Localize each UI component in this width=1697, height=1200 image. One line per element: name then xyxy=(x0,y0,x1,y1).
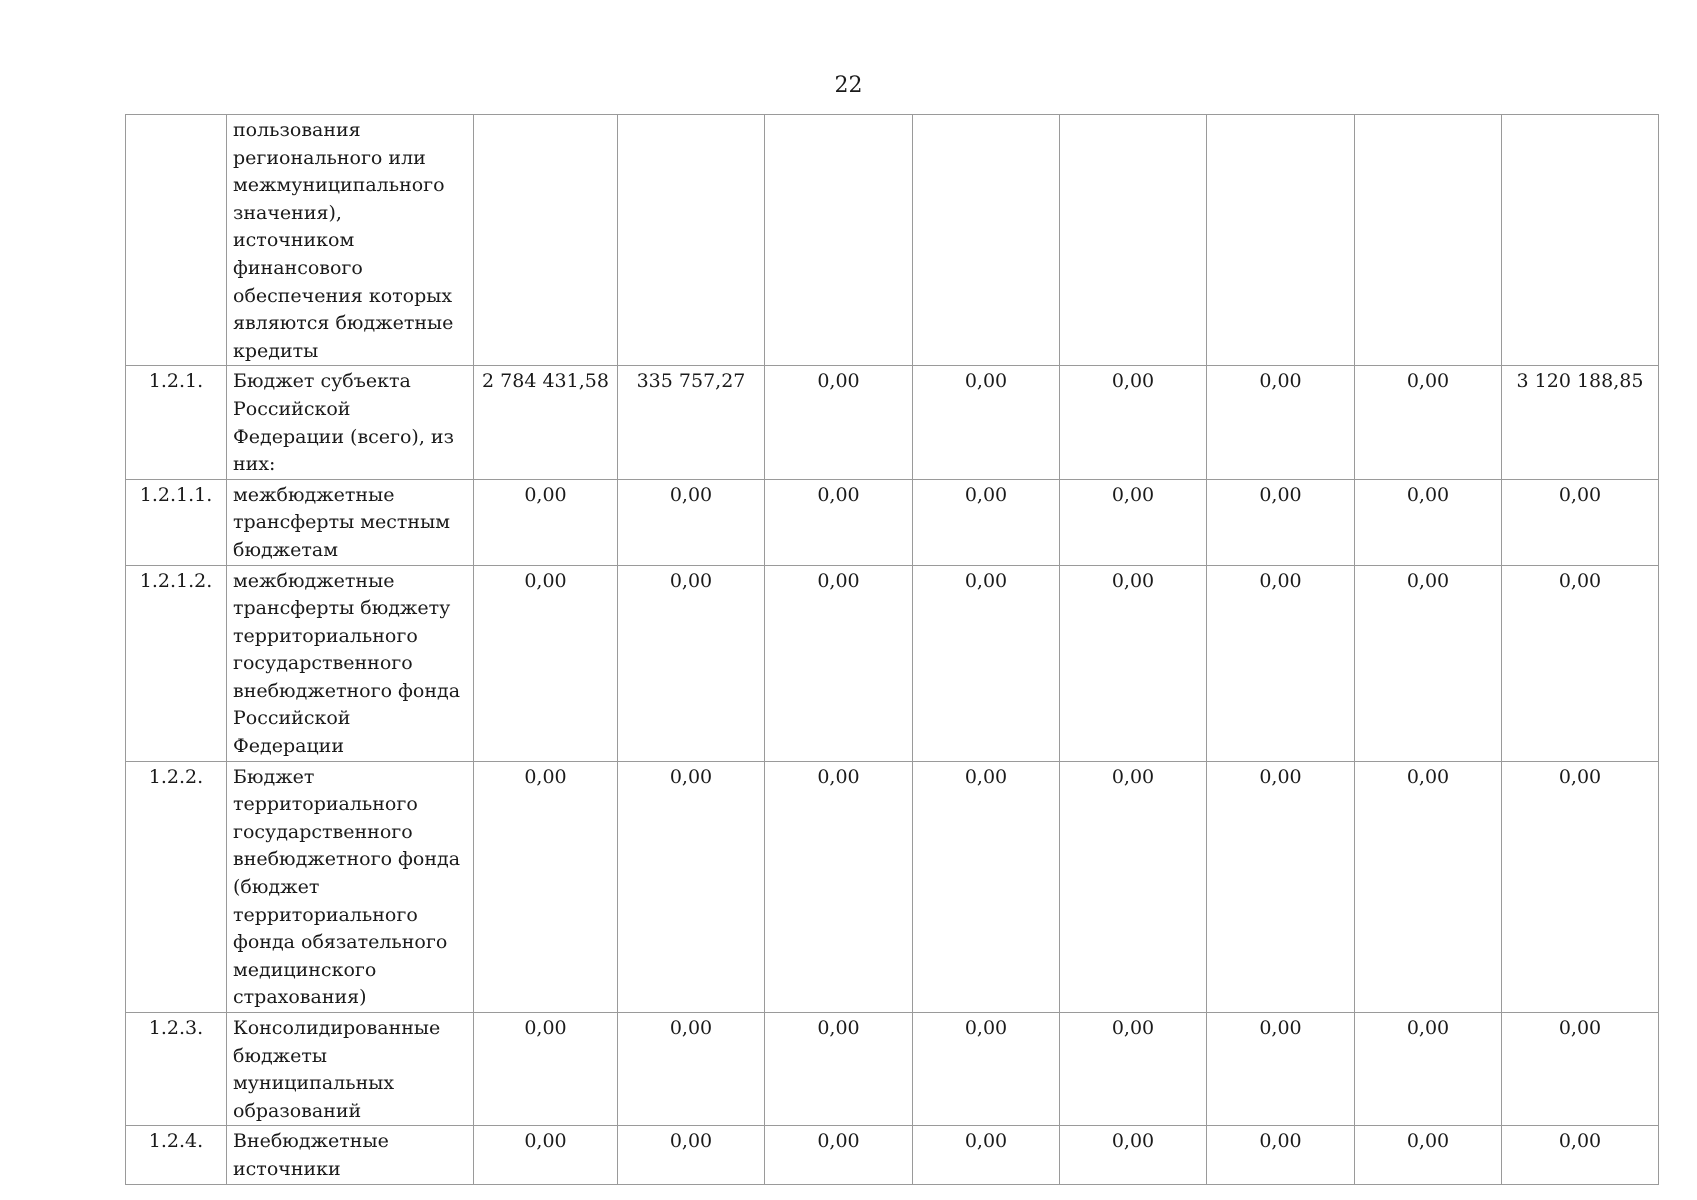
value-cell: 0,00 xyxy=(1060,1126,1207,1184)
row-name: Консолидированные бюджеты муниципальных образований xyxy=(227,1013,474,1126)
row-number: 1.2.3. xyxy=(126,1013,227,1126)
value-cell: 0,00 xyxy=(1207,1126,1355,1184)
value-cell: 0,00 xyxy=(1207,1013,1355,1126)
table-row xyxy=(126,115,1659,366)
value-cell: 0,00 xyxy=(765,565,913,761)
value-cell: 0,00 xyxy=(618,565,765,761)
value-cell: 0,00 xyxy=(765,1126,913,1184)
value-cell xyxy=(618,115,765,366)
value-cell: 0,00 xyxy=(1355,761,1502,1012)
row-number: 1.2.4. xyxy=(126,1126,227,1184)
value-cell: 0,00 xyxy=(1207,761,1355,1012)
row-name: Бюджет субъекта Российской Федерации (всего), из них: xyxy=(227,366,474,479)
value-cell: 0,00 xyxy=(765,761,913,1012)
value-cell: 335 757,27 xyxy=(618,366,765,479)
value-cell: 0,00 xyxy=(1355,479,1502,565)
table-row xyxy=(126,1126,1659,1184)
value-cell: 0,00 xyxy=(1207,479,1355,565)
value-cell: 0,00 xyxy=(1355,1126,1502,1184)
value-cell: 0,00 xyxy=(1502,1126,1659,1184)
value-cell: 0,00 xyxy=(1502,761,1659,1012)
row-name: межбюджетные трансферты бюджету территориального государственного внебюджетного фонда Российской Федерации xyxy=(227,565,474,761)
value-cell: 0,00 xyxy=(1502,1013,1659,1126)
value-cell: 0,00 xyxy=(913,565,1060,761)
value-cell: 0,00 xyxy=(1355,565,1502,761)
value-cell: 0,00 xyxy=(765,366,913,479)
value-cell: 0,00 xyxy=(1502,479,1659,565)
value-cell xyxy=(765,115,913,366)
page-number: 22 xyxy=(834,73,863,98)
value-cell xyxy=(1355,115,1502,366)
value-cell: 0,00 xyxy=(765,1013,913,1126)
value-cell xyxy=(1502,115,1659,366)
row-number: 1.2.1.2. xyxy=(126,565,227,761)
value-cell: 0,00 xyxy=(1060,366,1207,479)
value-cell: 0,00 xyxy=(474,761,618,1012)
table-row xyxy=(126,565,1659,761)
value-cell: 0,00 xyxy=(618,1013,765,1126)
value-cell: 0,00 xyxy=(1355,366,1502,479)
row-number: 1.2.1.1. xyxy=(126,479,227,565)
value-cell: 2 784 431,58 xyxy=(474,366,618,479)
table-row xyxy=(126,366,1659,479)
value-cell: 0,00 xyxy=(1060,565,1207,761)
value-cell: 0,00 xyxy=(474,1013,618,1126)
budget-table xyxy=(125,114,1659,1185)
table-row xyxy=(126,761,1659,1012)
value-cell: 0,00 xyxy=(913,761,1060,1012)
value-cell xyxy=(1207,115,1355,366)
value-cell: 0,00 xyxy=(1207,565,1355,761)
value-cell: 0,00 xyxy=(765,479,913,565)
value-cell: 0,00 xyxy=(913,1013,1060,1126)
table-row xyxy=(126,1013,1659,1126)
value-cell: 0,00 xyxy=(913,479,1060,565)
value-cell: 0,00 xyxy=(1502,565,1659,761)
value-cell: 0,00 xyxy=(474,565,618,761)
value-cell: 0,00 xyxy=(1060,761,1207,1012)
value-cell: 0,00 xyxy=(913,1126,1060,1184)
value-cell: 0,00 xyxy=(474,479,618,565)
row-number xyxy=(126,115,227,366)
row-name: пользования регионального или межмуниципального значения), источником финансового обеспечения которых являются бюджетные кредиты xyxy=(227,115,474,366)
row-name: Бюджет территориального государственного внебюджетного фонда (бюджет территориального фонда обязательного медицинского страхования) xyxy=(227,761,474,1012)
row-number: 1.2.1. xyxy=(126,366,227,479)
value-cell xyxy=(913,115,1060,366)
value-cell: 0,00 xyxy=(1207,366,1355,479)
value-cell: 0,00 xyxy=(1060,1013,1207,1126)
row-name: межбюджетные трансферты местным бюджетам xyxy=(227,479,474,565)
value-cell xyxy=(1060,115,1207,366)
value-cell: 0,00 xyxy=(618,761,765,1012)
row-number: 1.2.2. xyxy=(126,761,227,1012)
value-cell xyxy=(474,115,618,366)
value-cell: 3 120 188,85 xyxy=(1502,366,1659,479)
value-cell: 0,00 xyxy=(1060,479,1207,565)
value-cell: 0,00 xyxy=(618,1126,765,1184)
value-cell: 0,00 xyxy=(618,479,765,565)
value-cell: 0,00 xyxy=(474,1126,618,1184)
value-cell: 0,00 xyxy=(913,366,1060,479)
row-name: Внебюджетные источники xyxy=(227,1126,474,1184)
value-cell: 0,00 xyxy=(1355,1013,1502,1126)
table-row xyxy=(126,479,1659,565)
